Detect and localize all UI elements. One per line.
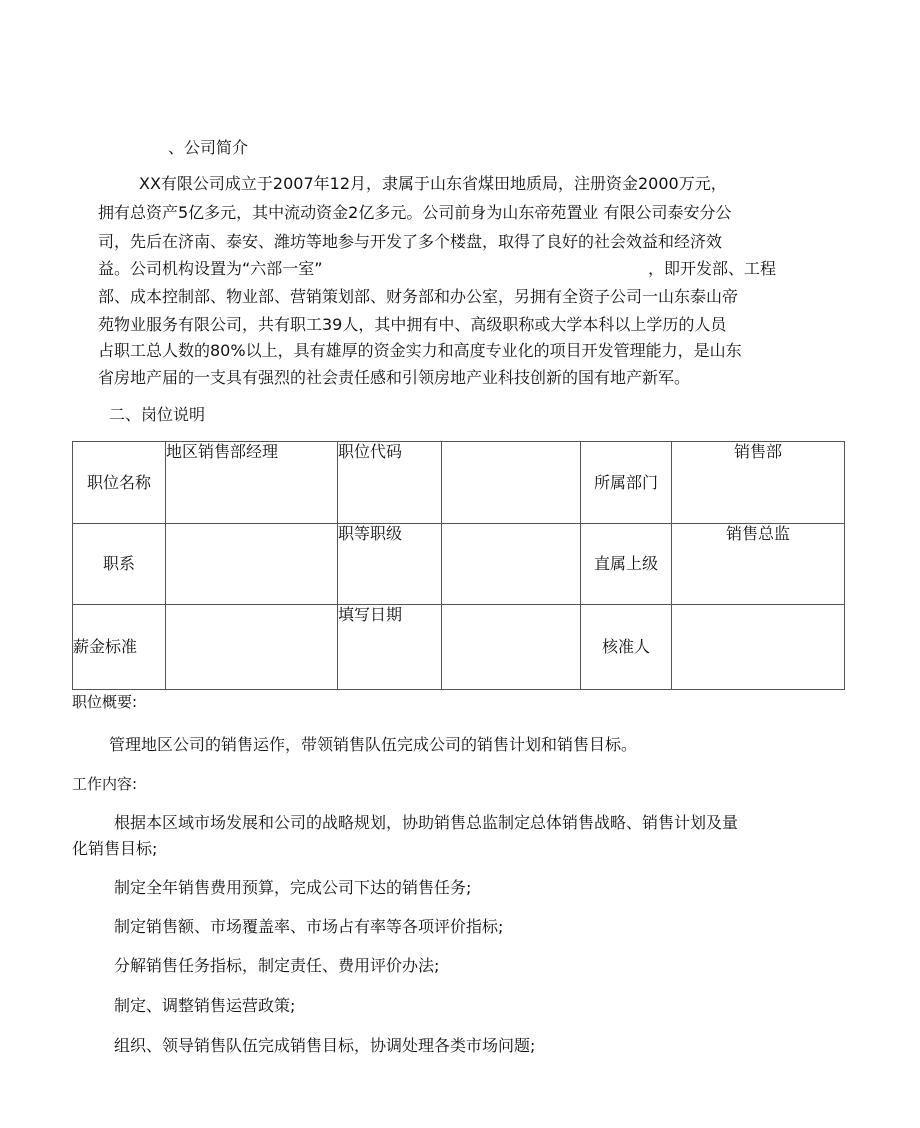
approver-label: 核准人 bbox=[601, 637, 650, 656]
direct-supervisor-value: 销售总监 bbox=[725, 524, 790, 543]
paragraph-line: 占职工总人数的80%以上，具有雄厚的资金实力和高度专业化的项目开发管理能力，是山东 bbox=[98, 341, 742, 360]
table-cell bbox=[672, 442, 845, 524]
paragraph-line: 部、成本控制部、物业部、营销策划部、财务部和办公室，另拥有全资子公司一山东泰山帝 bbox=[98, 287, 739, 306]
paragraph-line: 拥有总资产5亿多元，其中流动资金2亿多元。公司前身为山东帝苑置业 有限公司泰安分公 bbox=[98, 203, 732, 222]
paragraph-line: 益。公司机构设置为“六部一室” bbox=[98, 259, 323, 278]
department-value: 销售部 bbox=[733, 442, 782, 461]
position-name-label: 职位名称 bbox=[86, 472, 151, 492]
job-family-value bbox=[166, 524, 338, 605]
fill-date-value bbox=[442, 605, 581, 690]
duty-item: 分解销售任务指标，制定责任、费用评价办法; bbox=[114, 956, 440, 975]
duty-item: 制定销售额、市场覆盖率、市场占有率等各项评价指标; bbox=[114, 917, 504, 936]
position-name-value: 地区销售部经理 bbox=[166, 442, 279, 461]
duty-item: 化销售目标; bbox=[72, 839, 158, 858]
position-code-label: 职位代码 bbox=[338, 442, 403, 461]
table-row bbox=[73, 442, 845, 524]
paragraph-line: XX有限公司成立于2007年12月，隶属于山东省煤田地质局，注册资金2000万元， bbox=[139, 174, 727, 193]
overview-label: 职位概要: bbox=[72, 693, 138, 711]
duty-item: 制定全年销售费用预算，完成公司下达的销售任务; bbox=[114, 878, 472, 897]
duty-item: 根据本区域市场发展和公司的战略规划，协助销售总监制定总体销售战略、销售计划及量 bbox=[114, 813, 739, 832]
overview-text: 管理地区公司的销售运作，带领销售队伍完成公司的销售计划和销售目标。 bbox=[109, 735, 638, 754]
paragraph-line: ，即开发部、工程 bbox=[648, 259, 777, 278]
department-label: 所属部门 bbox=[593, 472, 658, 492]
table-cell bbox=[73, 605, 166, 690]
table-cell bbox=[338, 524, 442, 605]
section-heading-company-profile: 、公司简介 bbox=[168, 138, 249, 157]
salary-standard-value bbox=[166, 605, 338, 690]
table-cell bbox=[581, 524, 672, 605]
duty-item: 制定、调整销售运营政策; bbox=[114, 996, 296, 1015]
table-cell bbox=[672, 524, 845, 605]
duties-label: 工作内容: bbox=[72, 775, 138, 793]
position-code-value bbox=[442, 442, 581, 524]
direct-supervisor-label: 直属上级 bbox=[593, 554, 658, 573]
approver-value bbox=[672, 605, 845, 690]
table-cell bbox=[166, 442, 338, 524]
table-cell bbox=[581, 442, 672, 524]
salary-standard-label: 薪金标准 bbox=[73, 637, 138, 656]
table-cell bbox=[338, 605, 442, 690]
paragraph-line: 苑物业服务有限公司，共有职工39人，其中拥有中、高级职称或大学本科以上学历的人员 bbox=[98, 315, 727, 334]
duty-item: 组织、领导销售队伍完成销售目标，协调处理各类市场问题; bbox=[114, 1036, 536, 1055]
grade-level-value bbox=[442, 524, 581, 605]
table-row bbox=[73, 605, 845, 690]
section-heading-job-description: 二、岗位说明 bbox=[109, 405, 206, 424]
table-cell bbox=[73, 442, 166, 524]
fill-date-label: 填写日期 bbox=[338, 605, 403, 624]
table-row bbox=[73, 524, 845, 605]
table-cell bbox=[338, 442, 442, 524]
job-info-table bbox=[72, 441, 845, 690]
table-cell bbox=[73, 524, 166, 605]
paragraph-line: 司，先后在济南、泰安、潍坊等地参与开发了多个楼盘，取得了良好的社会效益和经济效 bbox=[98, 232, 723, 251]
grade-level-label: 职等职级 bbox=[338, 524, 403, 543]
table-cell bbox=[581, 605, 672, 690]
paragraph-line: 省房地产届的一支具有强烈的社会责任感和引领房地产业科技创新的国有地产新军。 bbox=[98, 368, 691, 387]
job-family-label: 职系 bbox=[102, 554, 135, 573]
